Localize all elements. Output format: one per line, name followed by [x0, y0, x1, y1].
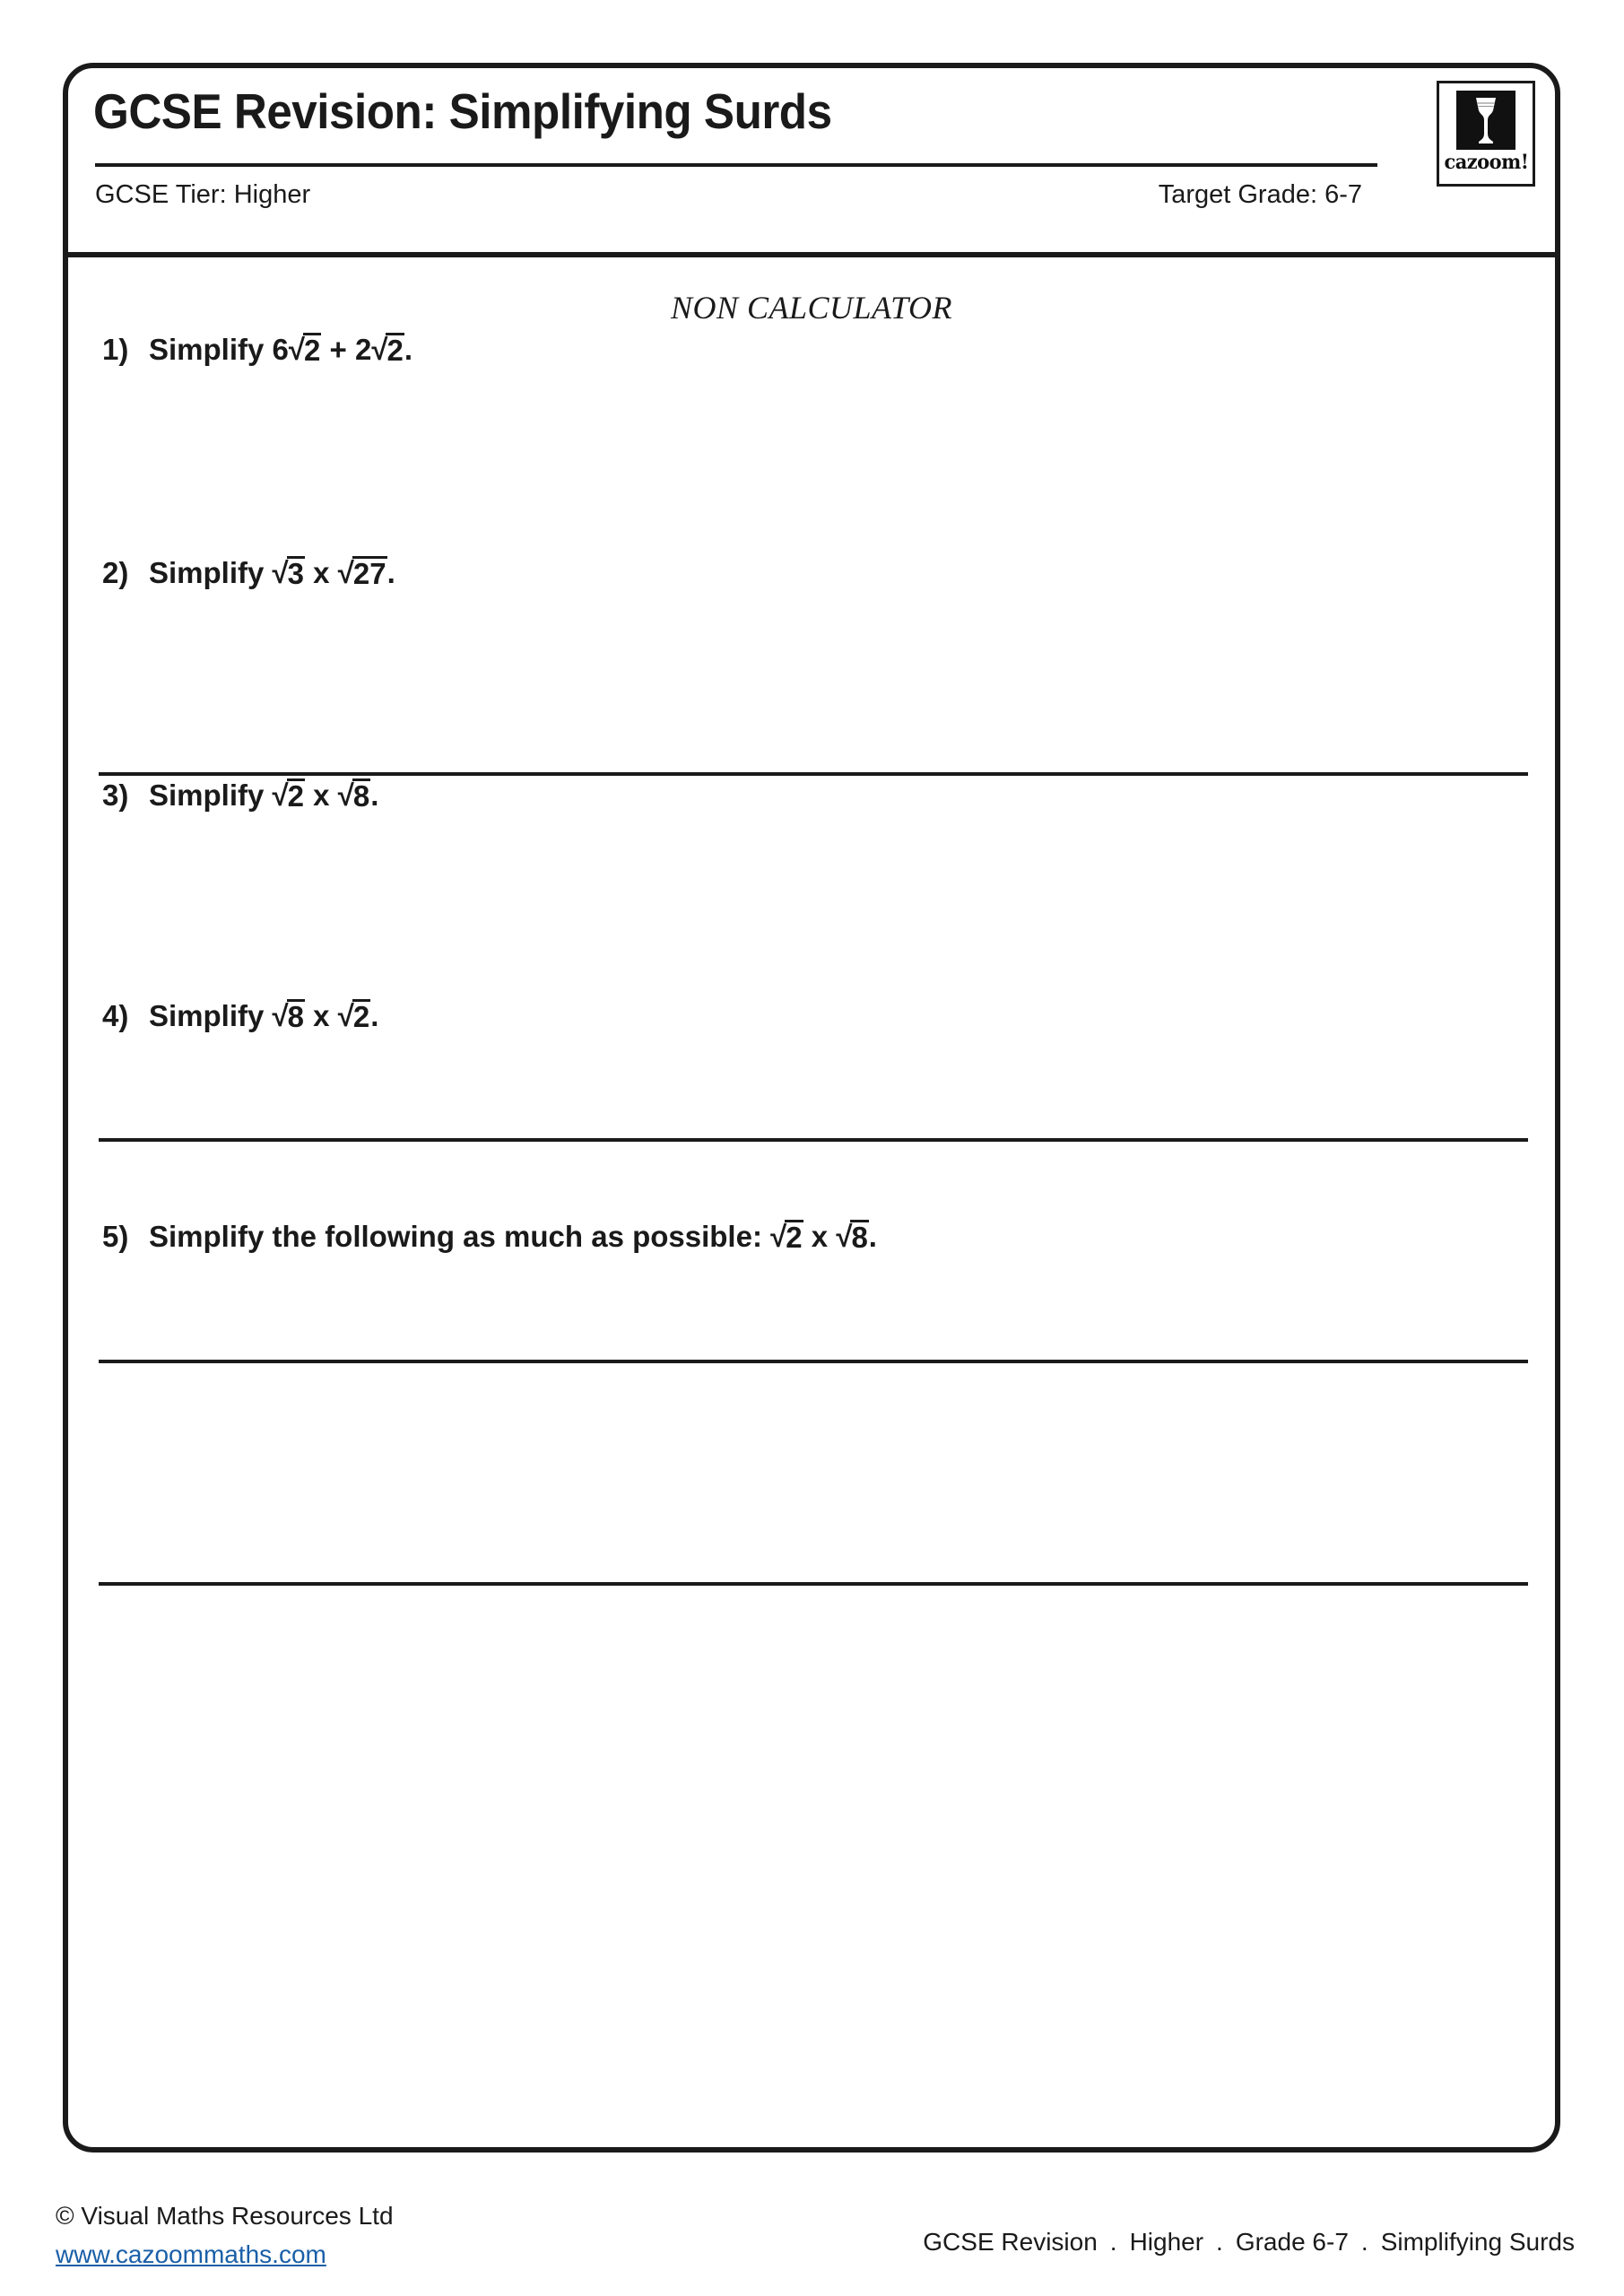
question-5-suffix: .: [868, 1220, 877, 1253]
page-title: GCSE Revision: Simplifying Surds: [93, 83, 832, 139]
question-2: [102, 555, 395, 590]
question-5-radical-2: √8: [836, 1220, 868, 1254]
question-2-radicand-1: 3: [287, 557, 305, 590]
worksheet-header: [68, 68, 1555, 252]
question-5-radicand-2: 8: [851, 1221, 868, 1254]
question-3-radicand-1: 2: [287, 779, 305, 813]
question-4-radicand-1: 8: [287, 1000, 305, 1033]
question-3-number: 3): [102, 778, 129, 812]
question-5-prefix: Simplify the following as much as possible:: [149, 1220, 771, 1253]
question-2-suffix: .: [386, 556, 395, 589]
question-3-radical-1: √2: [272, 778, 305, 813]
question-1-middle: + 2: [321, 333, 372, 366]
question-4-radical-1: √8: [272, 999, 305, 1033]
breadcrumb-separator: .: [1216, 2228, 1223, 2256]
question-separator-1: [99, 772, 1528, 776]
question-1: [102, 332, 413, 367]
footer-copyright: © Visual Maths Resources Ltd: [56, 2202, 394, 2230]
question-3-prefix: Simplify: [149, 778, 273, 812]
question-5: [102, 1219, 877, 1254]
question-3-radical-2: √8: [337, 778, 370, 813]
question-2-radical-2: √27: [337, 556, 386, 590]
question-1-suffix: .: [404, 333, 413, 366]
question-2-body: [149, 555, 395, 590]
question-separator-4: [99, 1582, 1528, 1586]
question-4-radical-2: √2: [337, 999, 370, 1033]
worksheet-frame: [63, 63, 1560, 2152]
question-4-middle: x: [305, 999, 338, 1032]
breadcrumb-item-2: Higher: [1129, 2228, 1204, 2256]
question-2-radical-1: √3: [272, 556, 305, 590]
non-calculator-instruction: NON CALCULATOR: [670, 290, 953, 326]
question-3-suffix: .: [370, 778, 379, 812]
worksheet-body: [68, 257, 1555, 2147]
breadcrumb-separator: .: [1109, 2228, 1117, 2256]
question-3: [102, 778, 379, 813]
question-4-number: 4): [102, 999, 129, 1032]
footer-website-link[interactable]: www.cazoommaths.com: [56, 2240, 326, 2268]
breadcrumb-separator: .: [1360, 2228, 1368, 2256]
target-grade-label: Target Grade: 6-7: [1158, 180, 1362, 209]
question-separator-2: [99, 1138, 1528, 1142]
question-4-suffix: .: [370, 999, 379, 1032]
question-5-body: [149, 1219, 877, 1254]
question-1-radical-1: √2: [288, 333, 321, 367]
question-5-middle: x: [803, 1220, 837, 1253]
question-1-body: [149, 332, 413, 367]
footer-breadcrumb: [923, 2228, 1575, 2257]
title-underline-rule: [95, 163, 1377, 167]
cazoom-vase-icon: [1456, 91, 1515, 150]
question-1-radicand-2: 2: [386, 334, 404, 367]
question-5-radicand-1: 2: [786, 1221, 803, 1254]
page-footer: [0, 2179, 1624, 2296]
breadcrumb-item-1: GCSE Revision: [923, 2228, 1098, 2256]
question-5-number: 5): [102, 1220, 129, 1253]
question-4-radicand-2: 2: [352, 1000, 370, 1033]
question-1-radicand-1: 2: [304, 334, 321, 367]
question-3-radicand-2: 8: [352, 779, 370, 813]
question-4-prefix: Simplify: [149, 999, 273, 1032]
question-4-body: [149, 998, 378, 1031]
question-2-radicand-2: 27: [352, 557, 386, 590]
question-5-radical-1: √2: [770, 1220, 803, 1254]
question-2-number: 2): [102, 556, 129, 589]
breadcrumb-item-3: Grade 6-7: [1235, 2228, 1349, 2256]
cazoom-wordmark: cazoom!: [1444, 151, 1528, 174]
question-1-prefix: Simplify 6: [149, 333, 289, 366]
question-2-prefix: Simplify: [149, 556, 273, 589]
question-1-number: 1): [102, 333, 129, 366]
breadcrumb-item-4: Simplifying Surds: [1380, 2228, 1575, 2256]
question-separator-3: [99, 1360, 1528, 1363]
question-1-radical-2: √2: [371, 333, 404, 367]
question-3-middle: x: [305, 778, 338, 812]
question-2-middle: x: [305, 556, 338, 589]
question-4: [102, 998, 378, 1031]
tier-label: GCSE Tier: Higher: [95, 180, 311, 209]
question-3-body: [149, 778, 379, 813]
cazoom-logo: [1437, 81, 1535, 187]
